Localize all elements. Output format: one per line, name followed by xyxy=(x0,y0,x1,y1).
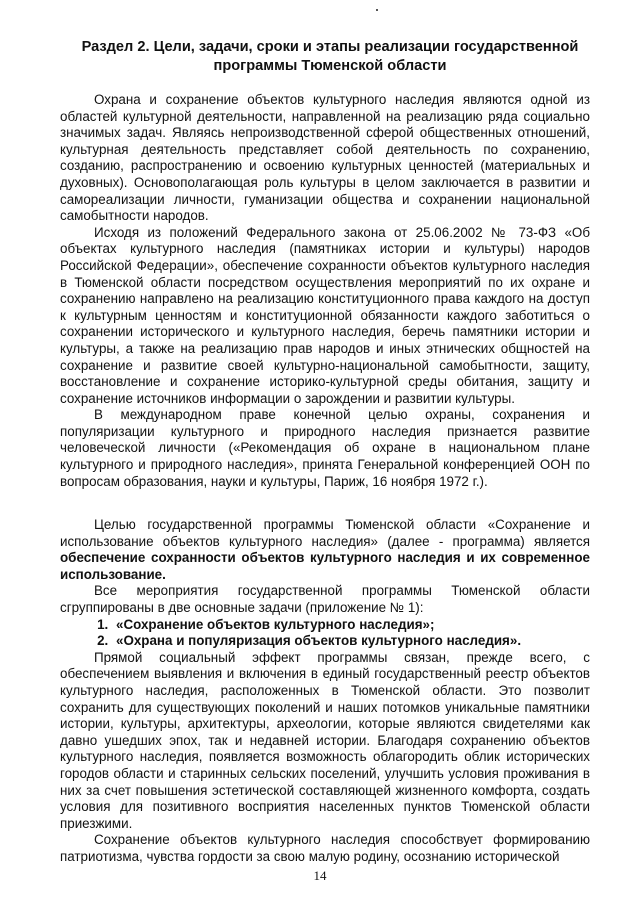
goal-block xyxy=(60,517,590,865)
section-heading xyxy=(60,38,600,76)
paragraph-patriotism: Сохранение объектов культурного наследия способствует формированию патриотизма, чувства гордости за свою малую родину, осознанию исторической xyxy=(60,832,590,864)
goal-text: Целью государственной программы Тюменской области «Сохранение и использование объектов культурного наследия» (далее - программа) является xyxy=(60,517,590,549)
goal-bold-text: обеспечение сохранности объектов культурного наследия и их современное использование. xyxy=(60,550,590,582)
paragraph-goal xyxy=(60,517,590,583)
section-heading-line-1: Раздел 2. Цели, задачи, сроки и этапы реализации государственной xyxy=(81,39,579,55)
paragraph-federal-law: Исходя из положений Федерального закона от 25.06.2002 № 73-ФЗ «Об объектах культурного наследия (памятниках истории и культуры) народов Российской Федерации», обеспечение сохранности объектов культурного наследия в Тюменской области посредством осуществления мероприятий по их охране и сохранению направлено на реализацию конституционного права каждого на доступ к культурным ценностям и конституционной обязанности каждого заботиться о сохранении исторического и культурного наследия, беречь памятники истории и культуры, а также на реализацию прав народов и иных этнических общностей на сохранение и развитие своей культурно-национальной самобытности, защиту, восстановление и сохранение историко-культурной среды обитания, защиту и сохранение источников информации о зарождении и развитии культуры. xyxy=(60,224,590,406)
scan-speck xyxy=(376,9,378,11)
intro-block xyxy=(60,92,590,490)
paragraph-tasks-intro: Все мероприятия государственной программы Тюменской области сгруппированы в две основные задачи (приложение № 1): xyxy=(60,583,590,615)
paragraph-culture-role: Охрана и сохранение объектов культурного наследия являются одной из областей культурной деятельности, направленной на реализацию ряда социально значимых задач. Являясь непроизводственной сферой общественных отношений, культурная деятельность представляет собой деятельность по сохранению, созданию, распространению и освоению культурных ценностей (материальных и духовных). Основополагающая роль культуры в целом заключается в развитии и самореализации личности, гуманизации общества и сохранении национальной самобытности народов. xyxy=(60,92,590,224)
task-item: 2. «Охрана и популяризация объектов культурного наследия». xyxy=(112,633,590,650)
tasks-list xyxy=(60,617,590,650)
paragraph-international-law: В международном праве конечной целью охраны, сохранения и популяризации культурного и природного наследия признается развитие человеческой личности («Рекомендация об охране в национальном плане культурного и природного наследия», принята Генеральной конференцией ООН по вопросам образования, науки и культуры, Париж, 16 ноября 1972 г.). xyxy=(60,407,590,489)
section-heading-line-2: программы Тюменской области xyxy=(213,58,447,74)
task-item: 1. «Сохранение объектов культурного наследия»; xyxy=(112,617,590,634)
paragraph-social-effect: Прямой социальный эффект программы связан, прежде всего, с обеспечением выявления и включения в единый государственный реестр объектов культурного наследия, расположенных в Тюменской области. Это позволит сохранить для существующих поколений и наших потомков уникальные памятники истории, культуры, архитектуры, археологии, которые являются свидетелями как давно ушедших эпох, так и недавней истории. Благодаря сохранению объектов культурного наследия, появляется возможность облагородить облик исторических городов области и старинных сельских поселений, улучшить условия проживания в них за счет повышения эстетической составляющей жизненного комфорта, создать условия для позитивного восприятия населенных пунктов Тюменской области приезжими. xyxy=(60,649,590,831)
page-number: 14 xyxy=(313,868,327,883)
